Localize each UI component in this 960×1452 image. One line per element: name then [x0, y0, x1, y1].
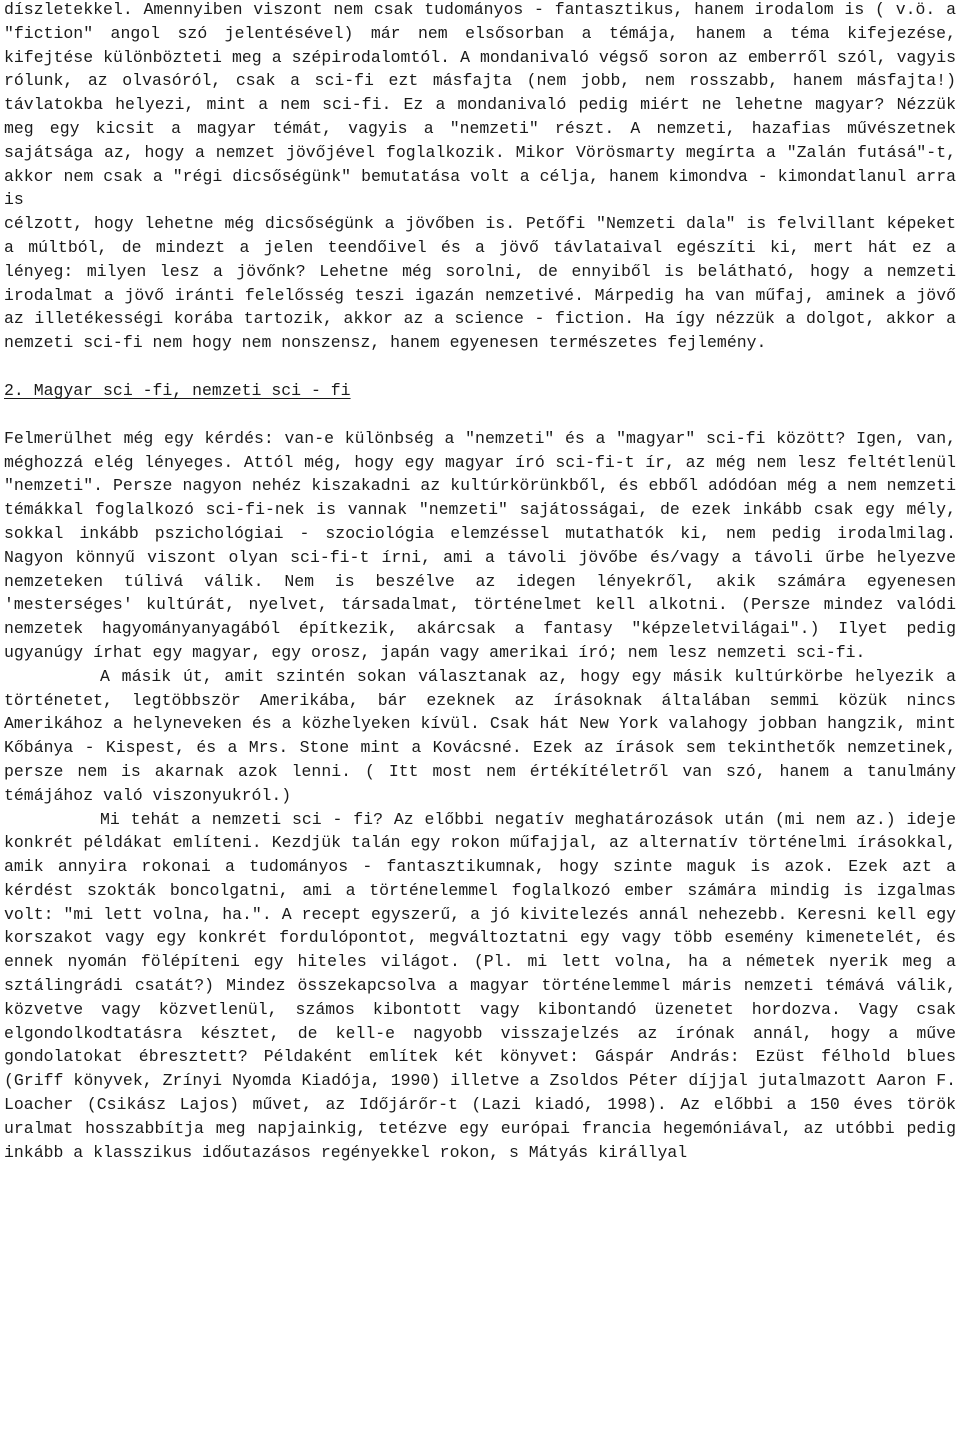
paragraph-2: célzott, hogy lehetne még dicsőségünk a jövőben is. Petőfi "Nemzeti dala" is felvillant képeket a múltból, de mindezt a jelen teendőivel és a jövő távlataival egészíti ki, mert hát ez a lényeg: milyen lesz a jövőnk? Lehetne még sorolni, de ennyiből is belátható, hogy a nemzeti irodalmat a jövő iránti felelősség teszi igazán nemzetivé. Márpedig ha van műfaj, aminek a jövő az illetékességi korába tartozik, akkor az a science - fiction. Ha így nézzük a dolgot, akkor a nemzeti sci-fi nem hogy nem nonszensz, hanem egyenesen természetes fejlemény.: [4, 214, 956, 353]
paragraph-3: Felmerülhet még egy kérdés: van-e különbség a "nemzeti" és a "magyar" sci-fi között? Igen, van, méghozzá elég lényeges. Attól még, hogy egy magyar író sci-fi-t ír, az még nem lesz feltétlenül "nemzeti". Persze nagyon nehéz kiszakadni az kultúrkörünkből, és ebből adódóan még a nem nemzeti témákkal foglalkozó sci-fi-nek is vannak "nemzeti" sajátosságai, de ezek inkább csak egy mély, sokkal inkább pszichológiai - szociológia elemzéssel mutathatók ki, nem pedig irodalmilag. Nagyon könnyű viszont olyan sci-fi-t írni, ami a távoli jövőbe és/vagy a távoli űrbe helyezve nemzeteken túlivá válik. Nem is beszélve az idegen lényekről, akik számára egyenesen 'mesterséges' kultúrát, nyelvet, társadalmat, történelmet kell alkotni. (Persze mindez valódi nemzetek hagyományanyagából építkezik, akárcsak a fantasy "képzeletvilágai".) Ilyet pedig ugyanúgy írhat egy magyar, egy orosz, japán vagy amerikai író; nem lesz nemzeti sci-fi.: [4, 428, 956, 662]
paragraph-4: A másik út, amit szintén sokan választanak az, hogy egy másik kultúrkörbe helyezik a történetet, legtöbbször Amerikába, bár ezeknek az írásoknak általában semmi közük nincs Amerikához a helyneveken és a közhelyeken kívül. Csak hát New York valahogy jobban hangzik, mint Kőbánya - Kispest, és a Mrs. Stone mint a Kovácsné. Ezek az írások sem tekinthetők nemzetinek, persze nem is akarnak azok lenni. ( Itt most nem értékítéletről van szó, hanem a tanulmány témájához való viszonyukról.): [4, 666, 956, 805]
paragraph-1: díszletekkel. Amennyiben viszont nem csak tudományos - fantasztikus, hanem irodalom is ( v.ö. a "fiction" angol szó jelentésével) már nem elsősorban a témája, hanem a téma kifejezése, kifejtése különbözteti meg a szépirodalomtól. A mondanivaló végső soron az emberről szól, vagyis rólunk, az olvasóról, csak a sci-fi ezt másfajta (nem jobb, nem rosszabb, hanem másfajta!) távlatokba helyezi, mint a nem sci-fi. Ez a mondanivaló pedig miért ne lehetne magyar? Nézzük meg egy kicsit a magyar témát, vagyis a "nemzeti" részt. A nemzeti, hazafias művészetnek sajátsága az, hogy a nemzet jövőjével foglalkozik. Mikor Vörösmarty megírta a "Zalán futásá"-t, akkor nem csak a "régi dicsőségünk" bemutatása volt a célja, hanem kimondva - kimondatlanul arra is: [4, 0, 956, 210]
document-page: [4, 0, 956, 1164]
paragraph-5: Mi tehát a nemzeti sci - fi? Az előbbi negatív meghatározások után (mi nem az.) ideje konkrét példákat említeni. Kezdjük talán egy rokon műfajjal, az alternatív történelmi írásokkal, amik annyira rokonai a tudományos - fantasztikumnak, hogy szinte maguk is azok. Ezek azt a kérdést szokták boncolgatni, ami a történelemmel foglalkozó ember számára mindig is izgalmas volt: "mi lett volna, ha.". A recept egyszerű, a jó kivitelezés annál nehezebb. Keresni kell egy korszakot vagy egy konkrét fordulópontot, megváltoztatni egy vagy több esemény kimenetelét, és ennek nyomán fölépíteni egy hiteles világot. (Pl. mi lett volna, ha a németek nyerik meg a sztálingrádi csatát?) Mindez összekapcsolva a magyar történelemmel máris nemzeti témává válik, közvetve vagy közvetlenül, számos kibontott vagy kibontandó üzenetet hordozva. Vagy csak elgondolkodtatásra késztet, de kell-e nagyobb visszajelzés az írónak annál, hogy a műve gondolatokat ébresztett? Példaként említek két könyvet: Gáspár András: Ezüst félhold blues (Griff könyvek, Zrínyi Nyomda Kiadója, 1990) illetve a Zsoldos Péter díjjal jutalmazott Aaron F. Loacher (Csikász Lajos) művet, az Időjárőr-t (Lazi kiadó, 1998). Az előbbi a 150 éves török uralmat hosszabbítja meg napjainkig, tetézve egy európai francia hegemóniával, az utóbbi pedig inkább a klasszikus időutazásos regényekkel rokon, s Mátyás királlyal: [4, 809, 956, 1162]
section-heading: 2. Magyar sci -fi, nemzeti sci - fi: [4, 380, 351, 400]
